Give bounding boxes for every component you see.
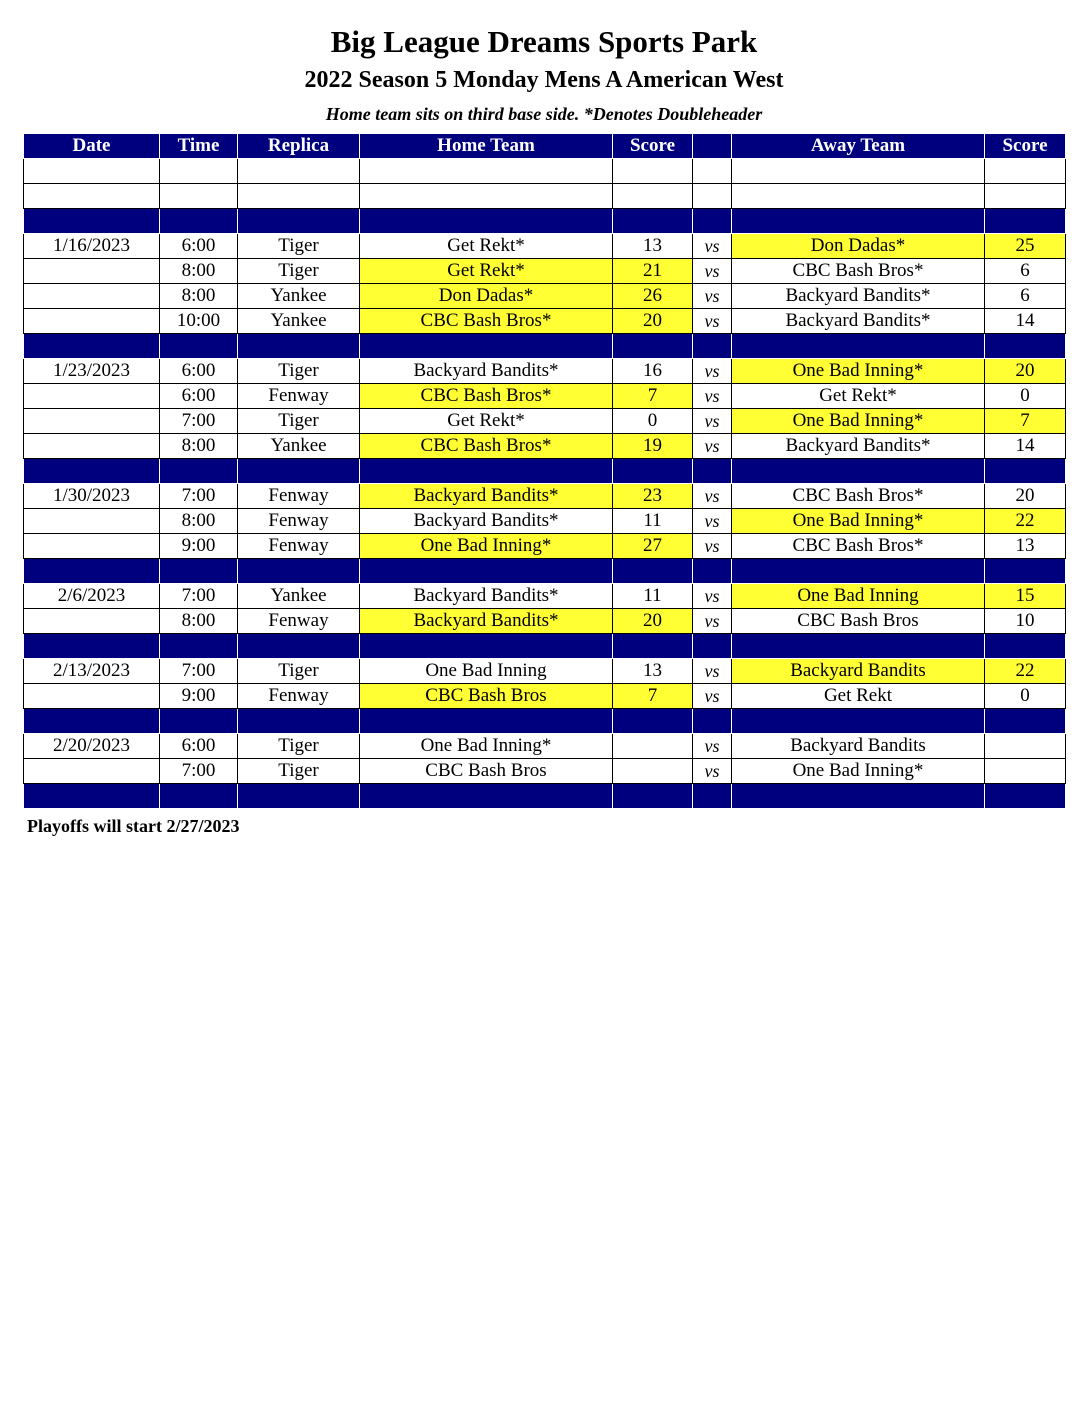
home-team-cell: Backyard Bandits*	[360, 484, 613, 509]
away-team-cell: CBC Bash Bros*	[732, 534, 985, 559]
away-team-cell: Backyard Bandits*	[732, 434, 985, 459]
vs-cell	[693, 459, 732, 484]
home-score-cell: 0	[613, 409, 693, 434]
home-score-cell	[613, 334, 693, 359]
replica-cell: Fenway	[238, 484, 360, 509]
column-header-away-score: Score	[985, 134, 1066, 159]
time-cell: 9:00	[160, 684, 238, 709]
date-cell: 1/23/2023	[24, 359, 160, 384]
vs-cell: vs	[693, 484, 732, 509]
time-cell: 8:00	[160, 284, 238, 309]
home-team-cell: CBC Bash Bros*	[360, 434, 613, 459]
away-score-cell	[985, 759, 1066, 784]
date-cell	[24, 634, 160, 659]
home-team-cell	[360, 559, 613, 584]
page-title: Big League Dreams Sports Park	[330, 24, 758, 59]
home-score-cell	[613, 159, 693, 184]
schedule-table	[23, 133, 1066, 809]
table-row	[24, 434, 1066, 459]
away-team-cell: Backyard Bandits*	[732, 309, 985, 334]
away-score-cell: 10	[985, 609, 1066, 634]
away-score-cell	[985, 634, 1066, 659]
away-team-cell: One Bad Inning*	[732, 359, 985, 384]
spacer-row	[24, 634, 1066, 659]
replica-cell	[238, 159, 360, 184]
replica-cell	[238, 184, 360, 209]
vs-cell: vs	[693, 409, 732, 434]
spacer-row	[24, 559, 1066, 584]
vs-cell	[693, 159, 732, 184]
time-cell: 7:00	[160, 759, 238, 784]
date-cell	[24, 684, 160, 709]
home-team-cell	[360, 184, 613, 209]
date-cell: 2/20/2023	[24, 734, 160, 759]
home-team-cell	[360, 159, 613, 184]
schedule-note: Home team sits on third base side. *Denotes Doubleheader	[325, 104, 763, 124]
table-row	[24, 234, 1066, 259]
time-cell	[160, 459, 238, 484]
vs-cell: vs	[693, 284, 732, 309]
home-score-cell: 26	[613, 284, 693, 309]
replica-cell: Fenway	[238, 609, 360, 634]
home-team-cell: Get Rekt*	[360, 259, 613, 284]
away-score-cell: 14	[985, 434, 1066, 459]
away-score-cell: 6	[985, 284, 1066, 309]
spacer-row	[24, 209, 1066, 234]
replica-cell	[238, 709, 360, 734]
replica-cell	[238, 559, 360, 584]
time-cell: 7:00	[160, 409, 238, 434]
replica-cell	[238, 784, 360, 809]
schedule-body	[24, 159, 1066, 809]
home-team-cell: CBC Bash Bros	[360, 684, 613, 709]
replica-cell: Tiger	[238, 659, 360, 684]
home-score-cell: 21	[613, 259, 693, 284]
vs-cell: vs	[693, 734, 732, 759]
date-cell: 1/30/2023	[24, 484, 160, 509]
date-cell	[24, 509, 160, 534]
away-score-cell: 7	[985, 409, 1066, 434]
date-cell	[24, 384, 160, 409]
table-row	[24, 259, 1066, 284]
home-score-cell	[613, 634, 693, 659]
away-score-cell: 20	[985, 484, 1066, 509]
column-header-time: Time	[160, 134, 238, 159]
away-team-cell: Backyard Bandits	[732, 734, 985, 759]
home-score-cell: 7	[613, 384, 693, 409]
away-score-cell	[985, 784, 1066, 809]
away-team-cell	[732, 559, 985, 584]
table-row	[24, 384, 1066, 409]
home-team-cell	[360, 209, 613, 234]
vs-cell: vs	[693, 609, 732, 634]
replica-cell: Fenway	[238, 684, 360, 709]
vs-cell: vs	[693, 434, 732, 459]
home-team-cell: Backyard Bandits*	[360, 509, 613, 534]
away-team-cell	[732, 634, 985, 659]
away-score-cell	[985, 334, 1066, 359]
time-cell: 8:00	[160, 609, 238, 634]
table-row	[24, 534, 1066, 559]
away-team-cell	[732, 184, 985, 209]
away-team-cell	[732, 334, 985, 359]
table-row	[24, 609, 1066, 634]
time-cell: 7:00	[160, 659, 238, 684]
date-cell: 2/13/2023	[24, 659, 160, 684]
table-row	[24, 359, 1066, 384]
replica-cell: Tiger	[238, 359, 360, 384]
home-team-cell: One Bad Inning	[360, 659, 613, 684]
away-team-cell: CBC Bash Bros*	[732, 484, 985, 509]
spacer-row	[24, 709, 1066, 734]
away-score-cell: 25	[985, 234, 1066, 259]
vs-cell: vs	[693, 359, 732, 384]
vs-cell: vs	[693, 534, 732, 559]
time-cell: 7:00	[160, 584, 238, 609]
date-cell	[24, 459, 160, 484]
away-score-cell: 0	[985, 684, 1066, 709]
home-team-cell: CBC Bash Bros*	[360, 384, 613, 409]
replica-cell: Tiger	[238, 234, 360, 259]
time-cell: 6:00	[160, 359, 238, 384]
away-score-cell: 14	[985, 309, 1066, 334]
column-header-away-team: Away Team	[732, 134, 985, 159]
away-team-cell: One Bad Inning*	[732, 409, 985, 434]
home-score-cell	[613, 734, 693, 759]
away-team-cell	[732, 459, 985, 484]
replica-cell	[238, 634, 360, 659]
time-cell	[160, 634, 238, 659]
away-score-cell	[985, 559, 1066, 584]
column-header-date: Date	[24, 134, 160, 159]
time-cell: 6:00	[160, 734, 238, 759]
away-score-cell: 6	[985, 259, 1066, 284]
replica-cell: Tiger	[238, 759, 360, 784]
table-row	[24, 584, 1066, 609]
date-cell	[24, 309, 160, 334]
home-team-cell: Get Rekt*	[360, 234, 613, 259]
replica-cell: Tiger	[238, 734, 360, 759]
table-header-row	[24, 134, 1066, 159]
home-score-cell: 19	[613, 434, 693, 459]
date-cell	[24, 159, 160, 184]
vs-cell: vs	[693, 309, 732, 334]
away-score-cell: 22	[985, 509, 1066, 534]
away-team-cell: Backyard Bandits	[732, 659, 985, 684]
home-score-cell	[613, 709, 693, 734]
vs-cell	[693, 634, 732, 659]
replica-cell	[238, 334, 360, 359]
away-score-cell: 20	[985, 359, 1066, 384]
away-team-cell: CBC Bash Bros	[732, 609, 985, 634]
table-row	[24, 484, 1066, 509]
column-header-vs	[693, 134, 732, 159]
date-cell	[24, 434, 160, 459]
home-team-cell: Don Dadas*	[360, 284, 613, 309]
column-header-replica: Replica	[238, 134, 360, 159]
away-score-cell: 13	[985, 534, 1066, 559]
table-row	[24, 659, 1066, 684]
away-team-cell: Get Rekt*	[732, 384, 985, 409]
time-cell	[160, 559, 238, 584]
home-score-cell: 11	[613, 584, 693, 609]
away-team-cell: Get Rekt	[732, 684, 985, 709]
date-cell	[24, 284, 160, 309]
table-row	[24, 509, 1066, 534]
home-team-cell: CBC Bash Bros	[360, 759, 613, 784]
replica-cell: Fenway	[238, 509, 360, 534]
vs-cell	[693, 709, 732, 734]
table-row	[24, 284, 1066, 309]
home-team-cell: CBC Bash Bros*	[360, 309, 613, 334]
time-cell	[160, 784, 238, 809]
home-score-cell	[613, 559, 693, 584]
date-cell	[24, 609, 160, 634]
home-team-cell	[360, 459, 613, 484]
table-row	[24, 684, 1066, 709]
away-team-cell: CBC Bash Bros*	[732, 259, 985, 284]
home-score-cell	[613, 459, 693, 484]
home-team-cell: One Bad Inning*	[360, 534, 613, 559]
vs-cell	[693, 559, 732, 584]
replica-cell: Yankee	[238, 434, 360, 459]
time-cell	[160, 209, 238, 234]
home-score-cell	[613, 759, 693, 784]
replica-cell: Yankee	[238, 584, 360, 609]
home-team-cell: Backyard Bandits*	[360, 359, 613, 384]
vs-cell	[693, 334, 732, 359]
replica-cell	[238, 459, 360, 484]
date-cell	[24, 559, 160, 584]
date-cell: 2/6/2023	[24, 584, 160, 609]
time-cell	[160, 709, 238, 734]
date-cell	[24, 784, 160, 809]
home-score-cell	[613, 784, 693, 809]
spacer-row	[24, 459, 1066, 484]
vs-cell: vs	[693, 259, 732, 284]
table-row	[24, 409, 1066, 434]
replica-cell: Fenway	[238, 384, 360, 409]
vs-cell: vs	[693, 659, 732, 684]
vs-cell	[693, 209, 732, 234]
home-score-cell: 27	[613, 534, 693, 559]
away-score-cell: 22	[985, 659, 1066, 684]
date-cell	[24, 334, 160, 359]
home-team-cell	[360, 634, 613, 659]
time-cell: 6:00	[160, 234, 238, 259]
spacer-row	[24, 334, 1066, 359]
home-team-cell: One Bad Inning*	[360, 734, 613, 759]
away-team-cell: One Bad Inning*	[732, 509, 985, 534]
replica-cell: Yankee	[238, 284, 360, 309]
away-team-cell	[732, 209, 985, 234]
home-team-cell	[360, 709, 613, 734]
replica-cell	[238, 209, 360, 234]
away-score-cell	[985, 459, 1066, 484]
vs-cell: vs	[693, 684, 732, 709]
away-score-cell: 15	[985, 584, 1066, 609]
time-cell	[160, 334, 238, 359]
away-team-cell: One Bad Inning*	[732, 759, 985, 784]
home-score-cell: 11	[613, 509, 693, 534]
replica-cell: Tiger	[238, 409, 360, 434]
time-cell: 8:00	[160, 259, 238, 284]
away-team-cell: Don Dadas*	[732, 234, 985, 259]
date-cell	[24, 409, 160, 434]
away-score-cell	[985, 734, 1066, 759]
home-team-cell: Backyard Bandits*	[360, 609, 613, 634]
home-score-cell: 20	[613, 609, 693, 634]
away-team-cell	[732, 784, 985, 809]
home-score-cell: 13	[613, 659, 693, 684]
date-cell	[24, 184, 160, 209]
away-team-cell: Backyard Bandits*	[732, 284, 985, 309]
date-cell	[24, 534, 160, 559]
date-cell	[24, 759, 160, 784]
home-score-cell	[613, 184, 693, 209]
home-score-cell: 23	[613, 484, 693, 509]
time-cell: 10:00	[160, 309, 238, 334]
date-cell	[24, 209, 160, 234]
home-team-cell	[360, 784, 613, 809]
date-cell	[24, 709, 160, 734]
replica-cell: Tiger	[238, 259, 360, 284]
away-score-cell	[985, 159, 1066, 184]
column-header-home-team: Home Team	[360, 134, 613, 159]
page-subtitle: 2022 Season 5 Monday Mens A American West	[304, 67, 784, 93]
table-row	[24, 759, 1066, 784]
away-score-cell	[985, 209, 1066, 234]
vs-cell: vs	[693, 759, 732, 784]
home-team-cell: Backyard Bandits*	[360, 584, 613, 609]
spacer-row	[24, 784, 1066, 809]
home-score-cell: 13	[613, 234, 693, 259]
home-score-cell: 7	[613, 684, 693, 709]
away-team-cell	[732, 709, 985, 734]
date-cell: 1/16/2023	[24, 234, 160, 259]
vs-cell: vs	[693, 584, 732, 609]
time-cell: 7:00	[160, 484, 238, 509]
column-header-home-score: Score	[613, 134, 693, 159]
vs-cell: vs	[693, 234, 732, 259]
time-cell: 8:00	[160, 434, 238, 459]
date-cell	[24, 259, 160, 284]
playoffs-note: Playoffs will start 2/27/2023	[27, 816, 240, 836]
vs-cell: vs	[693, 509, 732, 534]
table-row	[24, 734, 1066, 759]
table-row	[24, 309, 1066, 334]
away-score-cell	[985, 709, 1066, 734]
home-team-cell	[360, 334, 613, 359]
home-score-cell: 16	[613, 359, 693, 384]
away-score-cell	[985, 184, 1066, 209]
time-cell: 8:00	[160, 509, 238, 534]
home-score-cell	[613, 209, 693, 234]
time-cell: 9:00	[160, 534, 238, 559]
away-team-cell	[732, 159, 985, 184]
blank-row	[24, 159, 1066, 184]
vs-cell: vs	[693, 384, 732, 409]
away-team-cell: One Bad Inning	[732, 584, 985, 609]
vs-cell	[693, 784, 732, 809]
replica-cell: Fenway	[238, 534, 360, 559]
replica-cell: Yankee	[238, 309, 360, 334]
home-team-cell: Get Rekt*	[360, 409, 613, 434]
away-score-cell: 0	[985, 384, 1066, 409]
time-cell	[160, 159, 238, 184]
vs-cell	[693, 184, 732, 209]
home-score-cell: 20	[613, 309, 693, 334]
blank-row	[24, 184, 1066, 209]
time-cell: 6:00	[160, 384, 238, 409]
time-cell	[160, 184, 238, 209]
